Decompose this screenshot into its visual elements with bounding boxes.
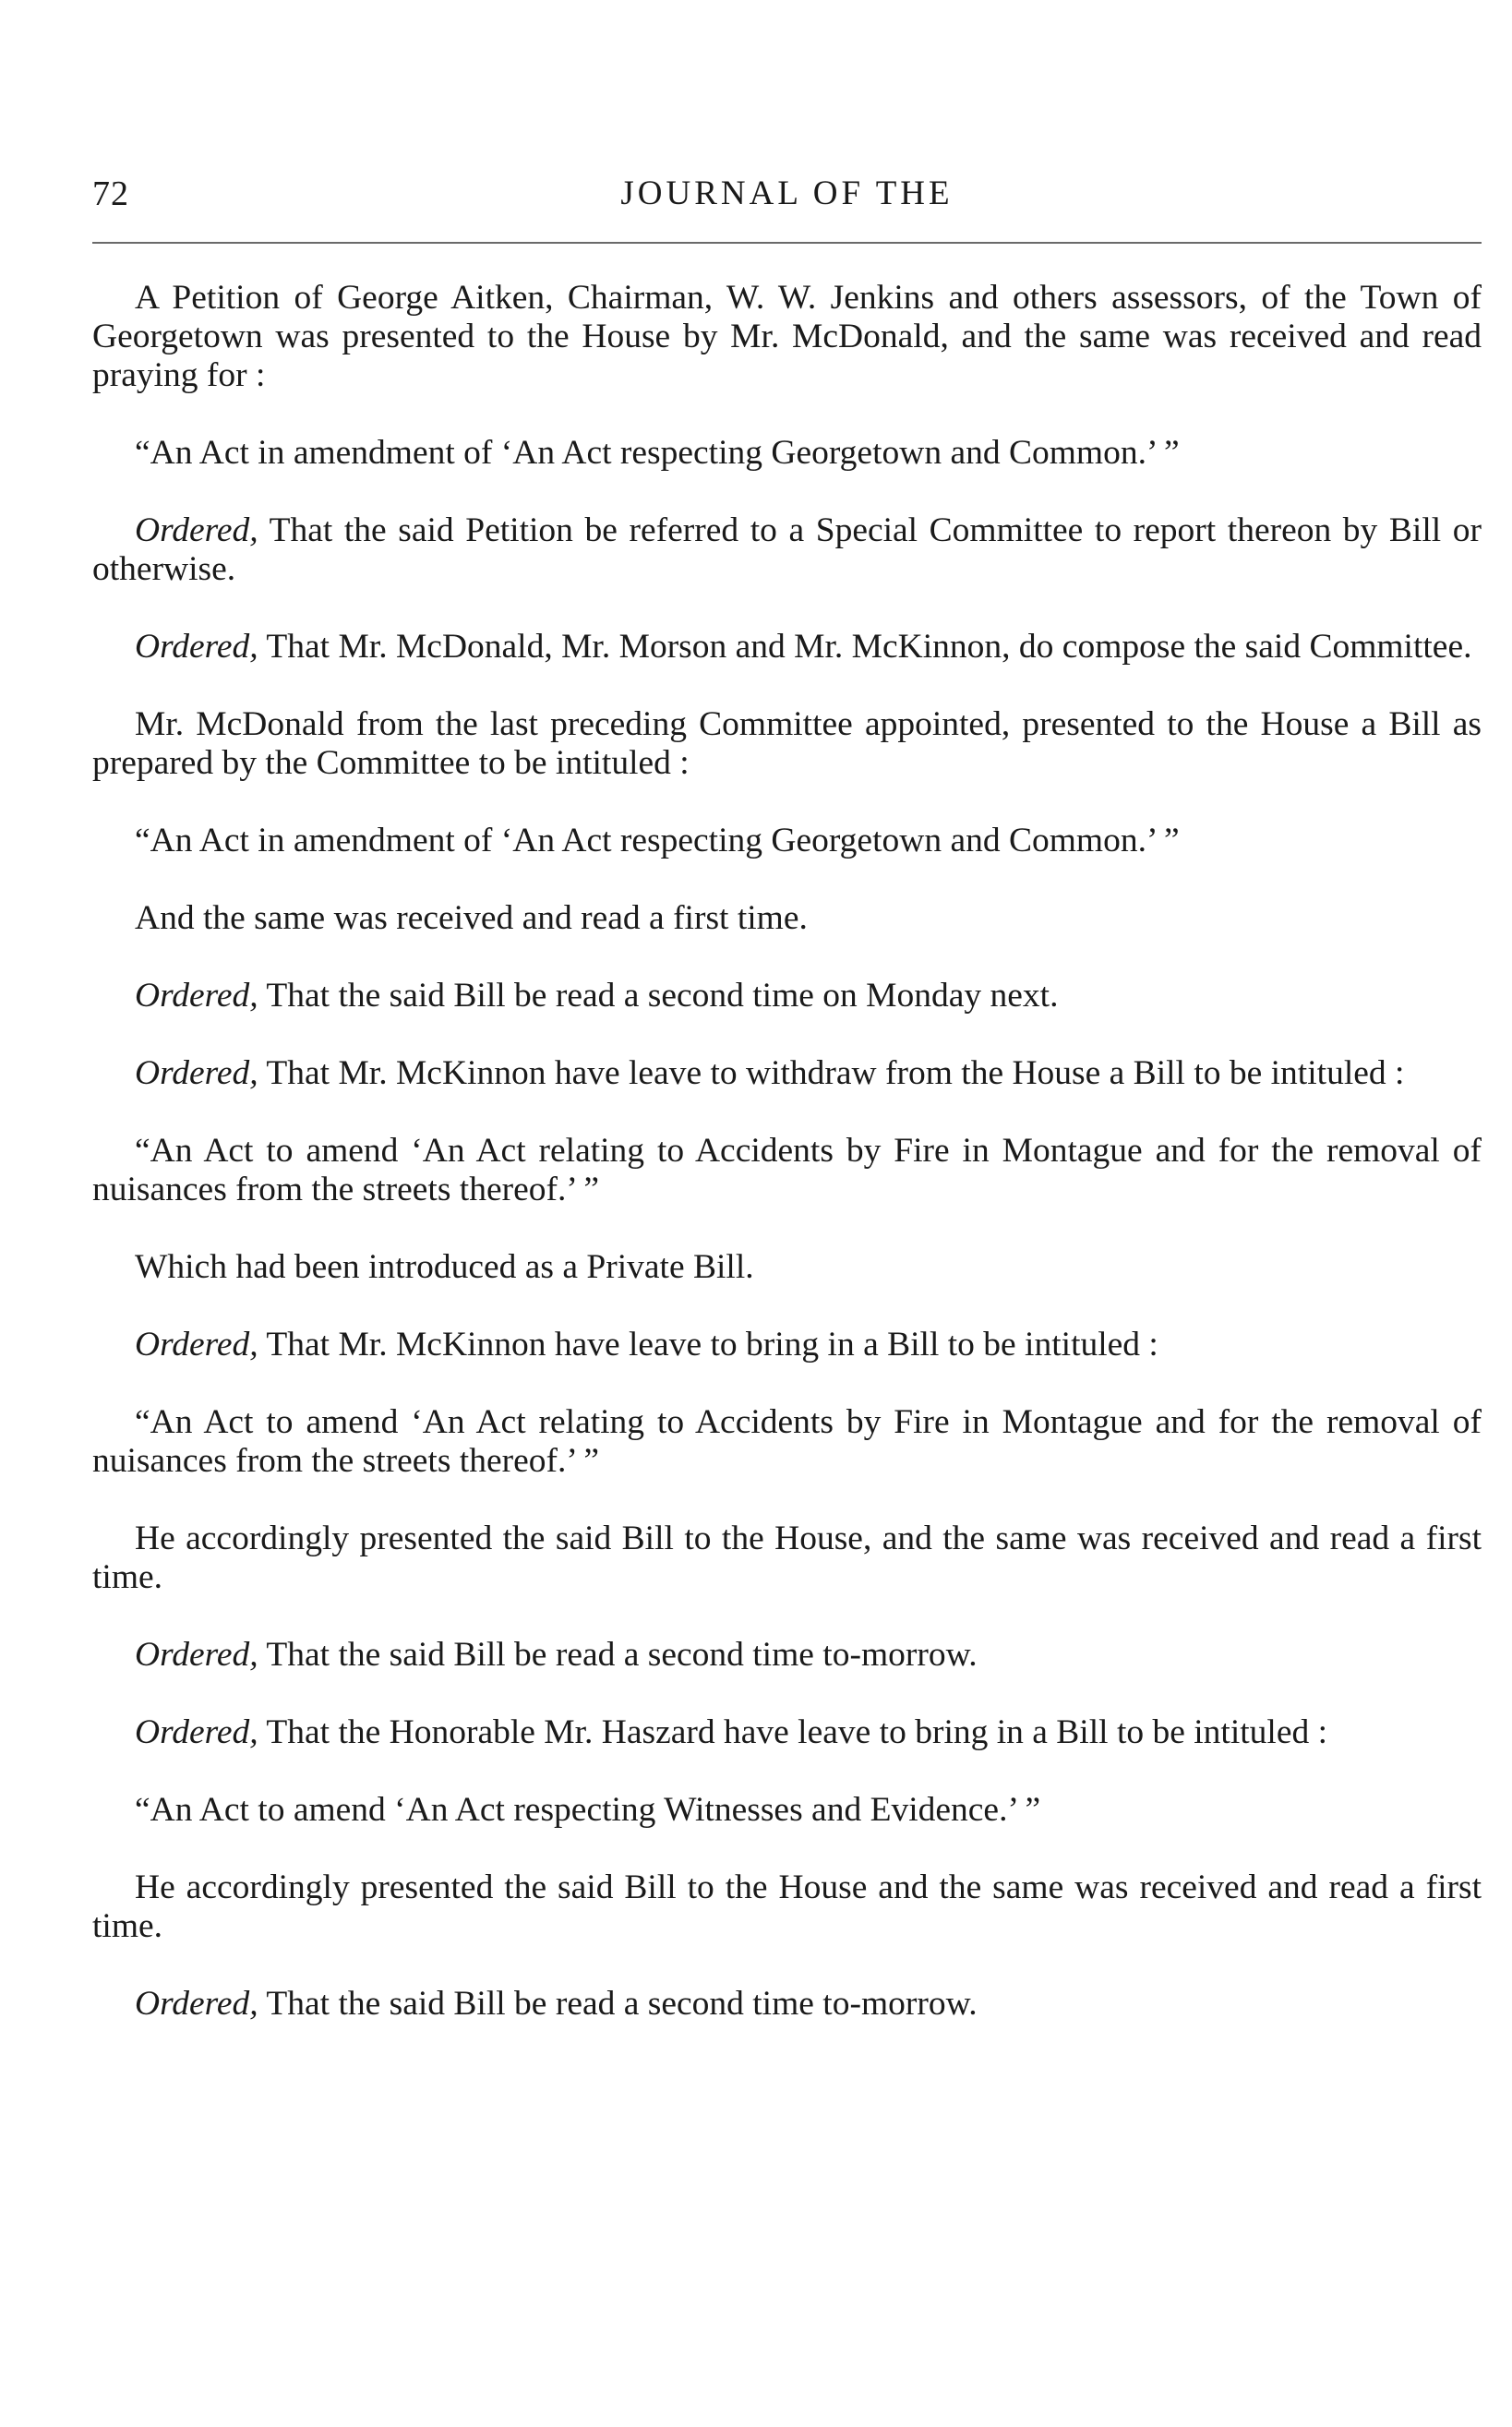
paragraph-text: That Mr. McKinnon have leave to bring in a Bill to be intituled : [258,1326,1158,1364]
paragraph [92,1713,1482,1752]
paragraph [92,1520,1482,1597]
paragraph-text: That the said Bill be read a second time to-morrow. [258,1985,978,2023]
paragraph-text: That the said Petition be referred to a Special Committee to report thereon by Bill or otherwise. [92,511,1482,588]
paragraph [92,1868,1482,1946]
paragraph-text: That the said Bill be read a second time to-morrow. [258,1636,978,1674]
paragraph [92,1054,1482,1093]
paragraph-text: That Mr. McKinnon have leave to withdraw from the House a Bill to be intituled : [258,1054,1405,1092]
quoted-act-title [92,1132,1482,1209]
quoted-act-title [92,1403,1482,1481]
paragraph-text: That the said Bill be read a second time on Monday next. [258,977,1059,1015]
ordered-lead: Ordered, [135,1326,258,1364]
quoted-act-title [92,1791,1482,1830]
quoted-act-title [92,434,1482,473]
paragraph [92,705,1482,783]
paragraph [92,1636,1482,1675]
ordered-lead: Ordered, [135,977,258,1015]
paragraph-text: “An Act to amend ‘An Act respecting Witnesses and Evidence.’ ” [135,1791,1041,1829]
paragraph [92,628,1482,667]
paragraph-text: A Petition of George Aitken, Chairman, W. W. Jenkins and others assessors, of the Town of Georgetown was presented to the House by Mr. McDonald, and the same was received and read praying for : [92,279,1482,394]
ordered-lead: Ordered, [135,628,258,666]
paragraph [92,1326,1482,1364]
ordered-lead: Ordered, [135,1636,258,1674]
ordered-lead: Ordered, [135,1054,258,1092]
page-number: 72 [92,174,129,213]
paragraph-text: That Mr. McDonald, Mr. Morson and Mr. McKinnon, do compose the said Committee. [258,628,1472,666]
paragraph-text: “An Act to amend ‘An Act relating to Accidents by Fire in Montague and for the removal of nuisances from the streets thereof.’ ” [92,1132,1482,1208]
ordered-lead: Ordered, [135,511,258,549]
paragraph-text: “An Act in amendment of ‘An Act respecting Georgetown and Common.’ ” [135,434,1180,472]
paragraph [92,977,1482,1015]
quoted-act-title [92,822,1482,860]
paragraph-text: Which had been introduced as a Private Bill. [135,1248,754,1286]
paragraph-text: “An Act in amendment of ‘An Act respecting Georgetown and Common.’ ” [135,822,1180,859]
paragraph-text: He accordingly presented the said Bill to the House and the same was received and read a first time. [92,1868,1482,1945]
ordered-lead: Ordered, [135,1713,258,1751]
paragraph [92,511,1482,589]
paragraph [92,1985,1482,2024]
paragraph-text: That the Honorable Mr. Haszard have leave to bring in a Bill to be intituled : [258,1713,1328,1751]
paragraph [92,899,1482,938]
header-rule [92,242,1482,244]
journal-body [92,279,1482,2062]
paragraph-text: And the same was received and read a first time. [135,899,808,937]
ordered-lead: Ordered, [135,1985,258,2023]
paragraph [92,1248,1482,1287]
paragraph-text: He accordingly presented the said Bill to the House, and the same was received and read a first time. [92,1520,1482,1596]
paragraph-text: “An Act to amend ‘An Act relating to Accidents by Fire in Montague and for the removal of nuisances from the streets thereof.’ ” [92,1403,1482,1480]
paragraph [92,279,1482,395]
page-header [92,174,1482,225]
running-title: JOURNAL OF THE [620,174,954,212]
paragraph-text: Mr. McDonald from the last preceding Committee appointed, presented to the House a Bill as prepared by the Committee to be intituled : [92,705,1482,782]
